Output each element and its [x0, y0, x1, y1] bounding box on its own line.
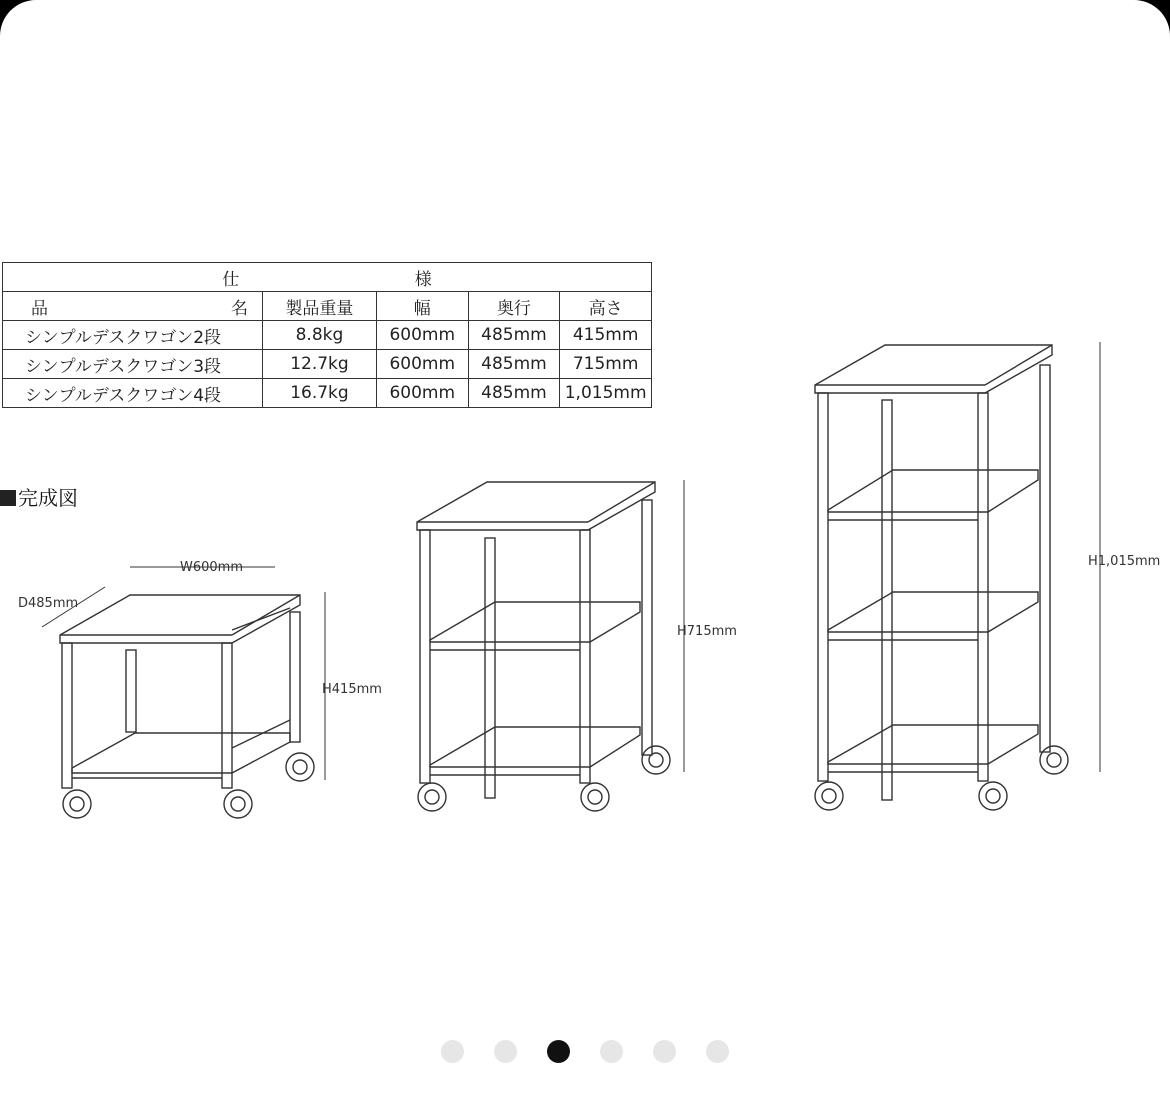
wagon-drawings: [0, 330, 1170, 830]
header-weight: 製品重量: [263, 292, 377, 321]
row-height: 715mm: [560, 350, 652, 379]
spec-title-left: 仕: [222, 269, 240, 290]
row-weight: 16.7kg: [263, 379, 377, 408]
wagon-2-tier-drawing: [42, 567, 325, 818]
section-title: 完成図: [0, 482, 78, 511]
spec-title-right: 様: [414, 269, 432, 290]
row-width: 600mm: [376, 321, 468, 350]
carousel-dot[interactable]: [600, 1040, 623, 1063]
spec-title-row: [3, 263, 652, 292]
spec-header-row: [3, 292, 652, 321]
header-width: 幅: [376, 292, 468, 321]
row-depth: 485mm: [468, 350, 560, 379]
dim-depth-label: D485mm: [18, 596, 79, 611]
row-height: 1,015mm: [560, 379, 652, 408]
row-width: 600mm: [376, 379, 468, 408]
row-depth: 485mm: [468, 379, 560, 408]
dim-width-label: W600mm: [180, 560, 243, 575]
row-name: シンプルデスクワゴン2段: [3, 321, 263, 350]
wagon-3-tier-drawing: [417, 480, 684, 811]
carousel-pagination: [0, 1040, 1170, 1063]
carousel-dot[interactable]: [494, 1040, 517, 1063]
header-depth: 奥行: [468, 292, 560, 321]
dim-height-4-label: H1,015mm: [1088, 554, 1161, 569]
dim-height-2-label: H415mm: [322, 682, 382, 697]
header-height: 高さ: [560, 292, 652, 321]
carousel-dot[interactable]: [653, 1040, 676, 1063]
header-name-left: 品: [31, 298, 48, 319]
row-width: 600mm: [376, 350, 468, 379]
row-weight: 12.7kg: [263, 350, 377, 379]
header-name-right: 名: [231, 298, 248, 319]
wagon-4-tier-drawing: [815, 342, 1100, 810]
carousel-dot[interactable]: [706, 1040, 729, 1063]
row-name: シンプルデスクワゴン3段: [3, 350, 263, 379]
row-weight: 8.8kg: [263, 321, 377, 350]
row-height: 415mm: [560, 321, 652, 350]
row-name: シンプルデスクワゴン4段: [3, 379, 263, 408]
carousel-dot[interactable]: [441, 1040, 464, 1063]
dim-height-3-label: H715mm: [677, 624, 737, 639]
carousel-dot-active[interactable]: [547, 1040, 570, 1063]
row-depth: 485mm: [468, 321, 560, 350]
